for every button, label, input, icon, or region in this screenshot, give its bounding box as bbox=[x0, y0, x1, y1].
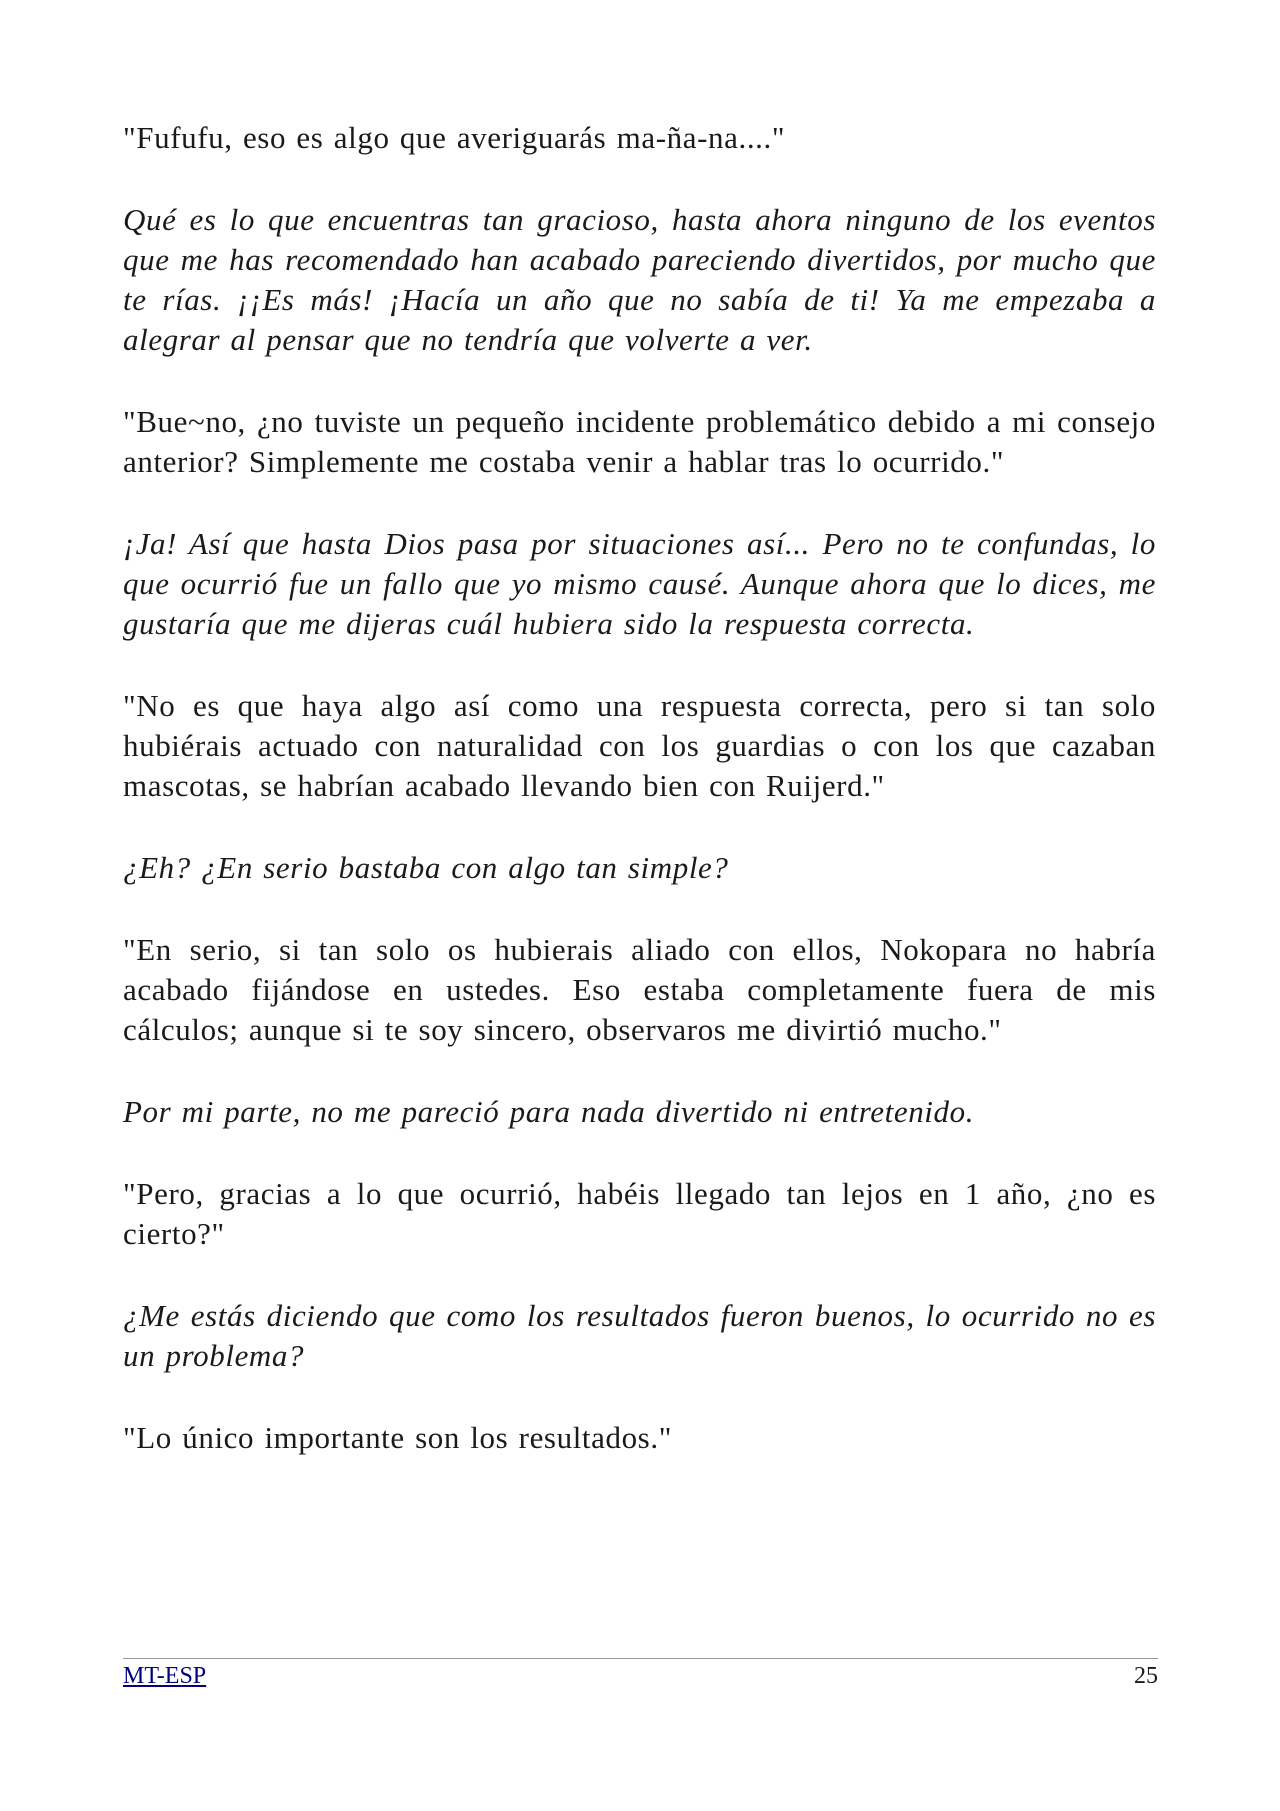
page-number: 25 bbox=[1134, 1663, 1158, 1689]
paragraph-10: ¿Me estás diciendo que como los resultados fueron buenos, lo ocurrido no es un problema? bbox=[123, 1298, 1156, 1373]
paragraph-2: Qué es lo que encuentras tan gracioso, hasta ahora ninguno de los eventos que me has recomendado han acabado pareciendo divertidos, por mucho que te rías. ¡¡Es más! ¡Hacía un año que no sabía de ti! Ya me empezaba a alegrar al pensar que no tendría que volverte a ver. bbox=[123, 202, 1156, 357]
paragraph-11: "Lo único importante son los resultados." bbox=[123, 1420, 672, 1455]
footer-site-link[interactable]: MT-ESP bbox=[123, 1663, 207, 1689]
paragraph-5: "No es que haya algo así como una respuesta correcta, pero si tan solo hubiérais actuado con naturalidad con los guardias o con los que cazaban mascotas, se habrían acabado llevando bien con Ruijerd." bbox=[123, 688, 1156, 803]
paragraph-4: ¡Ja! Así que hasta Dios pasa por situaciones así... Pero no te confundas, lo que ocurrió fue un fallo que yo mismo causé. Aunque ahora que lo dices, me gustaría que me dijeras cuál hubiera sido la respuesta correcta. bbox=[123, 526, 1156, 641]
paragraph-7: "En serio, si tan solo os hubierais aliado con ellos, Nokopara no habría acabado fijándose en ustedes. Eso estaba completamente fuera de mis cálculos; aunque si te soy sincero, observaros me divirtió mucho." bbox=[123, 932, 1156, 1047]
page-body bbox=[123, 118, 1156, 1458]
paragraph-3: "Bue~no, ¿no tuviste un pequeño incidente problemático debido a mi consejo anterior? Simplemente me costaba venir a hablar tras lo ocurrido." bbox=[123, 404, 1156, 479]
footer-divider bbox=[123, 1658, 1158, 1659]
paragraph-8: Por mi parte, no me pareció para nada divertido ni entretenido. bbox=[123, 1094, 975, 1129]
paragraph-6: ¿Eh? ¿En serio bastaba con algo tan simple? bbox=[123, 850, 729, 885]
paragraph-9: "Pero, gracias a lo que ocurrió, habéis llegado tan lejos en 1 año, ¿no es cierto?" bbox=[123, 1176, 1156, 1251]
paragraph-1: "Fufufu, eso es algo que averiguarás ma-ña-na...." bbox=[123, 120, 786, 155]
